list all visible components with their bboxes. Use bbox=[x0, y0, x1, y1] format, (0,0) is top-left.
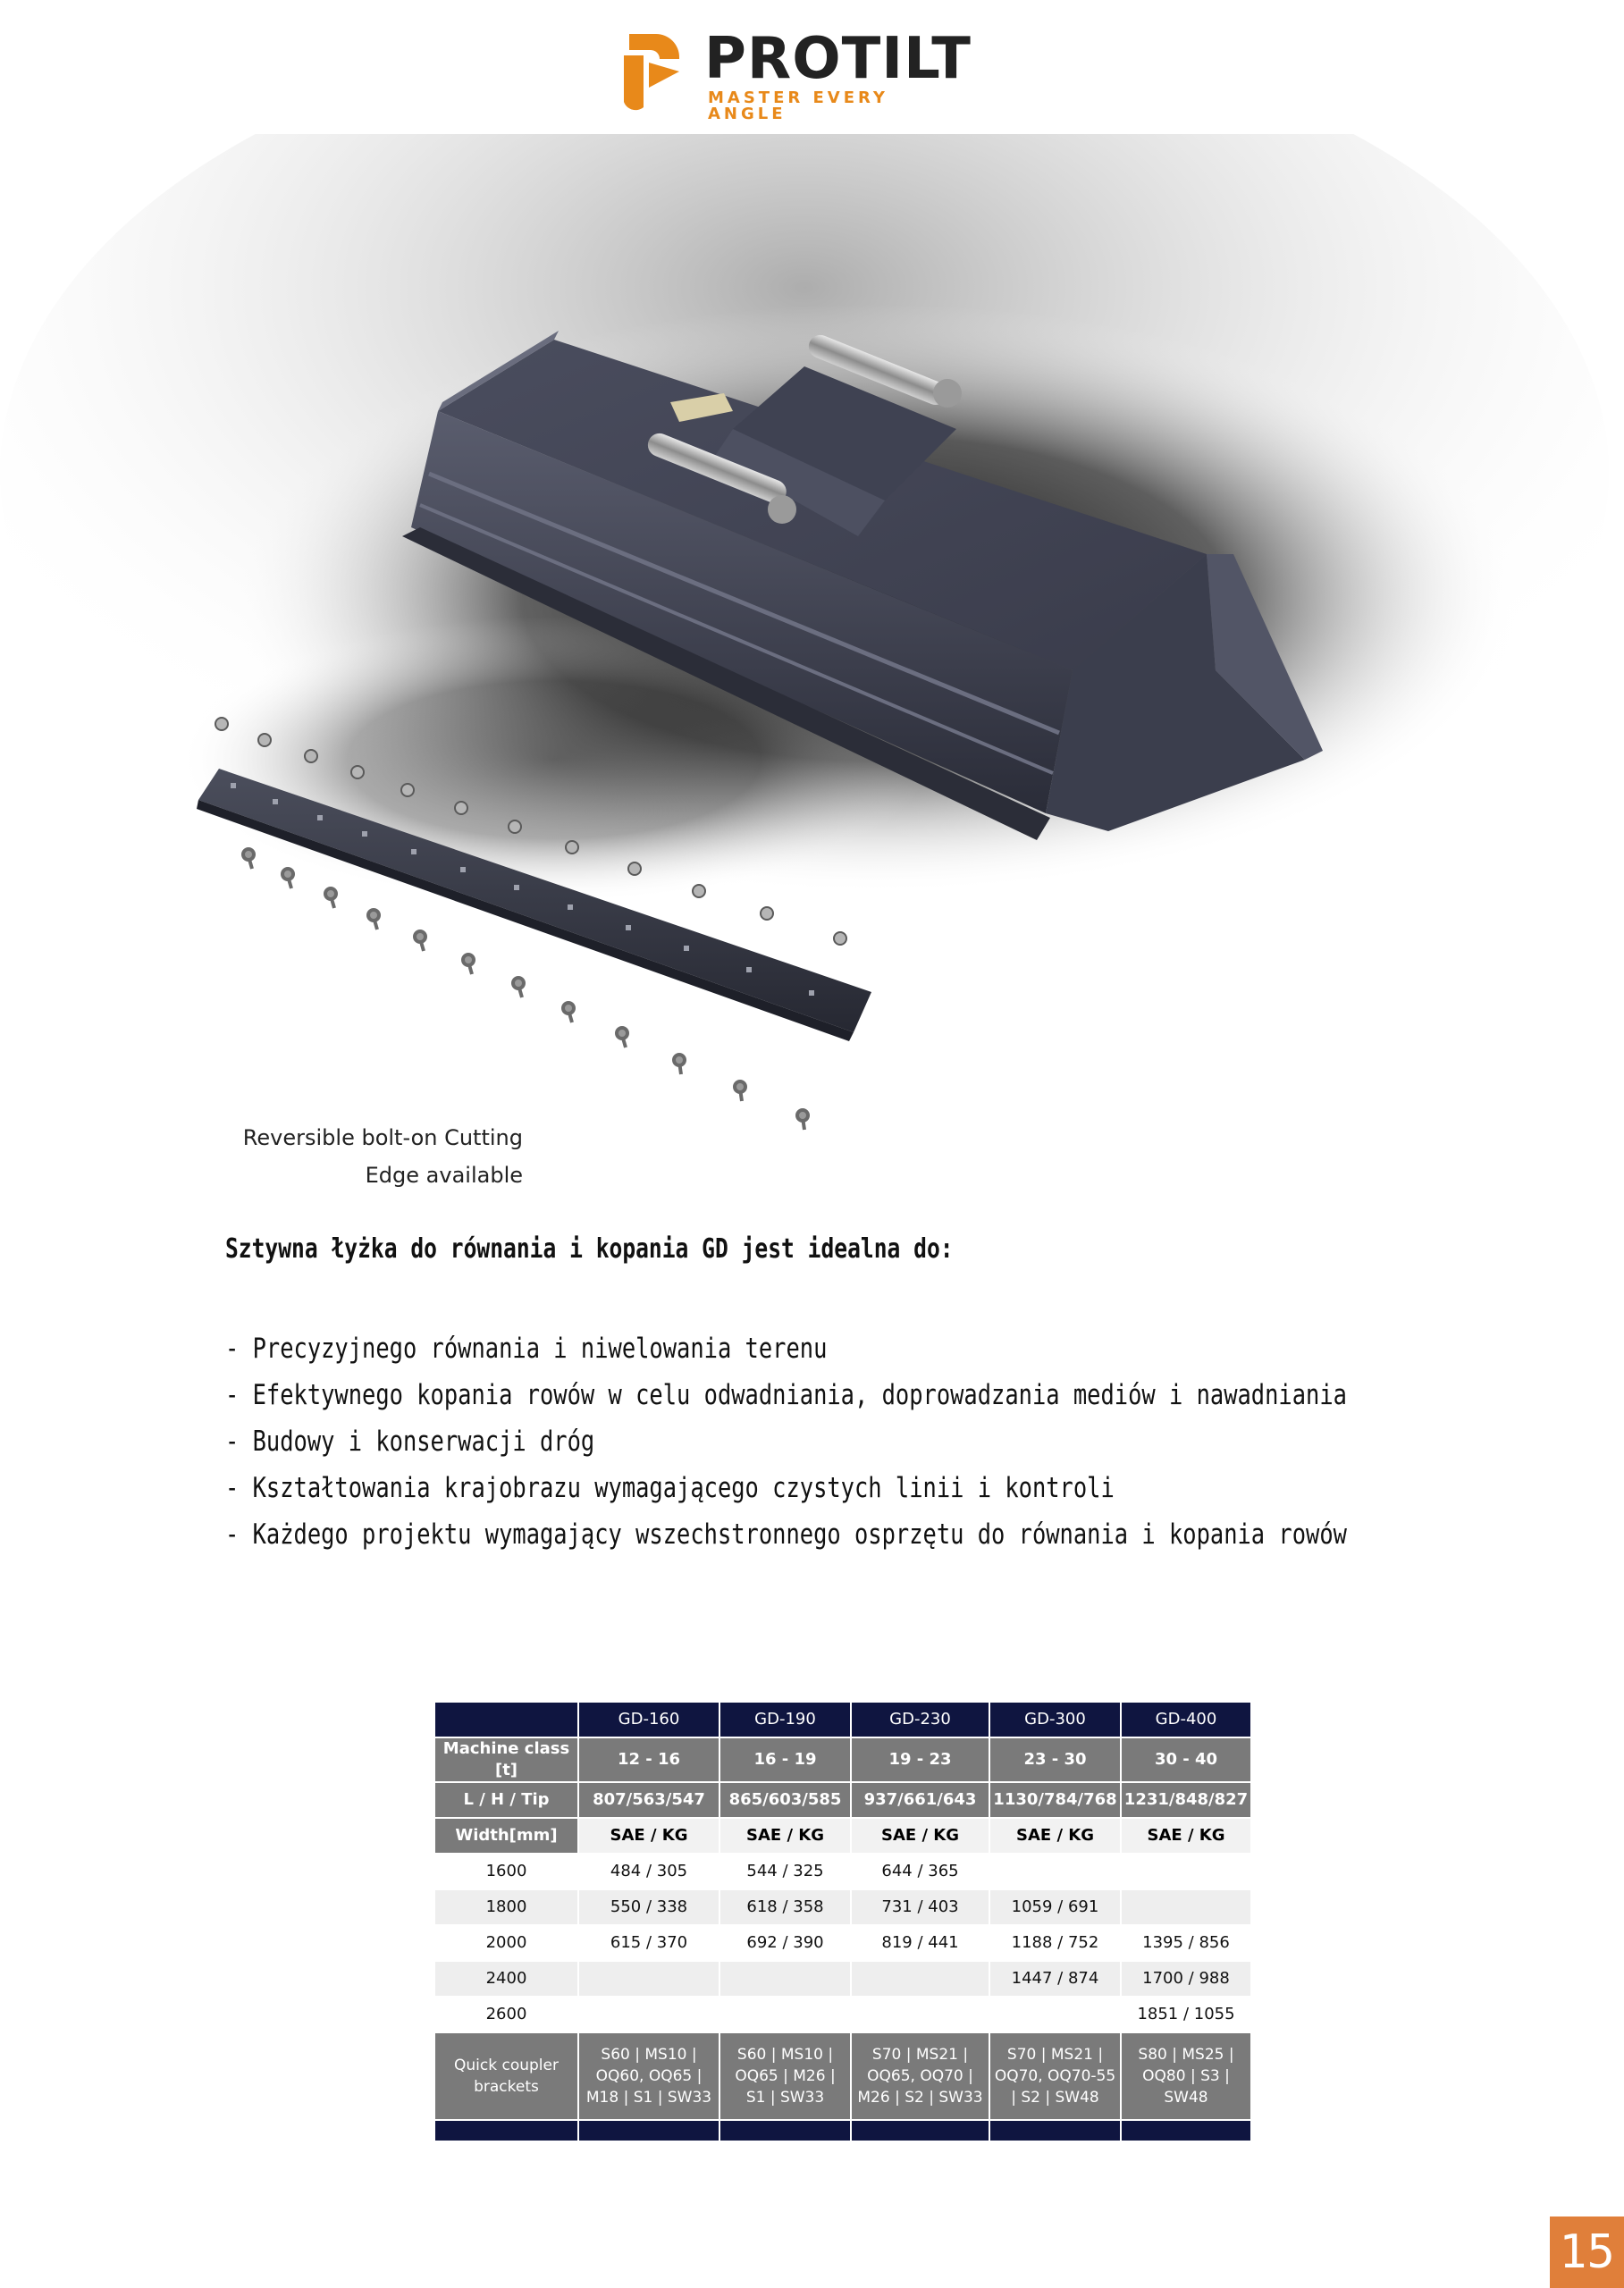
table-cell: 1059 / 691 bbox=[989, 1889, 1121, 1925]
caption-line-1: Reversible bolt-on Cutting bbox=[242, 1125, 523, 1150]
cutting-edge-caption bbox=[179, 1119, 523, 1194]
intro-heading: Sztywna łyżka do równania i kopania GD jest idealna do: bbox=[225, 1233, 954, 1265]
protilt-logo-icon bbox=[617, 25, 688, 114]
table-cell: SAE / KG bbox=[1121, 1818, 1251, 1854]
feature-item: - Budowy i konserwacji dróg bbox=[225, 1426, 595, 1458]
table-cell: 550 / 338 bbox=[578, 1889, 719, 1925]
table-cell bbox=[578, 1997, 719, 2032]
table-cell: 731 / 403 bbox=[851, 1889, 989, 1925]
feature-item: - Kształtowania krajobrazu wymagającego czystych linii i kontroli bbox=[225, 1472, 1115, 1504]
table-cell bbox=[578, 2032, 719, 2120]
table-cell: 1188 / 752 bbox=[989, 1925, 1121, 1961]
table-row bbox=[434, 1889, 1251, 1925]
table-cell: 1395 / 856 bbox=[1121, 1925, 1251, 1961]
width-cell: 2600 bbox=[434, 1997, 578, 2032]
footer-cell bbox=[578, 2120, 719, 2141]
footer-cell bbox=[989, 2120, 1121, 2141]
table-footer-row bbox=[434, 2120, 1251, 2141]
table-cell: 30 - 40 bbox=[1121, 1737, 1251, 1782]
qc-label-line: brackets bbox=[474, 2078, 539, 2096]
table-cell: 12 - 16 bbox=[578, 1737, 719, 1782]
table-row bbox=[434, 1925, 1251, 1961]
table-cell bbox=[851, 2032, 989, 2120]
machine-class-row bbox=[434, 1737, 1251, 1782]
qc-line: S70 | MS21 | bbox=[871, 2046, 969, 2064]
table-cell: 1447 / 874 bbox=[989, 1961, 1121, 1997]
table-cell: 1851 / 1055 bbox=[1121, 1997, 1251, 2032]
table-cell bbox=[719, 1961, 851, 1997]
qc-line: S70 | MS21 | bbox=[1006, 2046, 1104, 2064]
feature-item: - Każdego projektu wymagający wszechstronnego osprzętu do równania i kopania rowów bbox=[225, 1518, 1347, 1551]
table-cell: 615 / 370 bbox=[578, 1925, 719, 1961]
bucket-illustration bbox=[0, 134, 1624, 1224]
table-cell: 19 - 23 bbox=[851, 1737, 989, 1782]
table-cell bbox=[719, 1997, 851, 2032]
feature-item: - Efektywnego kopania rowów w celu odwadniania, doprowadzania mediów i nawadniania bbox=[225, 1379, 1347, 1411]
qc-line: OQ60, OQ65 | bbox=[595, 2067, 703, 2085]
table-cell: 807/563/547 bbox=[578, 1782, 719, 1818]
brand-tagline: MASTER EVERY ANGLE bbox=[708, 88, 888, 123]
qc-line: | S2 | SW48 bbox=[1011, 2089, 1099, 2107]
table-cell: 644 / 365 bbox=[851, 1854, 989, 1889]
qc-line: SW48 bbox=[1164, 2089, 1208, 2107]
table-cell: 692 / 390 bbox=[719, 1925, 851, 1961]
table-row bbox=[434, 1854, 1251, 1889]
brand-name: PROTILT bbox=[704, 26, 972, 92]
qc-line: M18 | S1 | SW33 bbox=[585, 2089, 712, 2107]
table-cell: 23 - 30 bbox=[989, 1737, 1121, 1782]
footer-cell bbox=[1121, 2120, 1251, 2141]
table-cell bbox=[989, 2032, 1121, 2120]
width-cell: 1800 bbox=[434, 1889, 578, 1925]
width-cell: 1600 bbox=[434, 1854, 578, 1889]
row-label bbox=[434, 2032, 578, 2120]
qc-label-line: Quick coupler bbox=[454, 2057, 559, 2074]
table-cell: SAE / KG bbox=[989, 1818, 1121, 1854]
footer-cell bbox=[851, 2120, 989, 2141]
qc-line: S1 | SW33 bbox=[745, 2089, 825, 2107]
feature-list bbox=[225, 1325, 1347, 1558]
table-cell: 865/603/585 bbox=[719, 1782, 851, 1818]
width-cell: 2000 bbox=[434, 1925, 578, 1961]
page-number: 15 bbox=[1550, 2216, 1624, 2288]
model-header: GD-160 bbox=[578, 1702, 719, 1737]
header-empty bbox=[434, 1702, 578, 1737]
table-cell bbox=[1121, 2032, 1251, 2120]
table-cell: 16 - 19 bbox=[719, 1737, 851, 1782]
quick-coupler-row bbox=[434, 2032, 1251, 2120]
feature-item: - Precyzyjnego równania i niwelowania terenu bbox=[225, 1333, 828, 1365]
table-cell bbox=[851, 1961, 989, 1997]
table-cell: 544 / 325 bbox=[719, 1854, 851, 1889]
model-header: GD-230 bbox=[851, 1702, 989, 1737]
row-label: Width[mm] bbox=[434, 1818, 578, 1854]
table-cell: SAE / KG bbox=[578, 1818, 719, 1854]
qc-line: OQ80 | S3 | bbox=[1142, 2067, 1230, 2085]
row-label: Machine class [t] bbox=[434, 1737, 578, 1782]
footer-cell bbox=[434, 2120, 578, 2141]
table-cell: SAE / KG bbox=[851, 1818, 989, 1854]
table-cell bbox=[989, 1997, 1121, 2032]
table-row bbox=[434, 1997, 1251, 2032]
table-cell bbox=[989, 1854, 1121, 1889]
table-cell bbox=[851, 1997, 989, 2032]
qc-line: S80 | MS25 | bbox=[1138, 2046, 1234, 2064]
table-cell bbox=[1121, 1854, 1251, 1889]
width-header-row bbox=[434, 1818, 1251, 1854]
row-label: L / H / Tip bbox=[434, 1782, 578, 1818]
caption-line-2: Edge available bbox=[365, 1163, 523, 1188]
table-row bbox=[434, 1961, 1251, 1997]
qc-line: M26 | S2 | SW33 bbox=[857, 2089, 983, 2107]
qc-line: OQ65, OQ70 | bbox=[867, 2067, 973, 2085]
table-cell bbox=[578, 1961, 719, 1997]
table-cell: SAE / KG bbox=[719, 1818, 851, 1854]
table-cell: 1130/784/768 bbox=[989, 1782, 1121, 1818]
product-image bbox=[0, 134, 1624, 1224]
qc-line: S60 | MS10 | bbox=[736, 2046, 834, 2064]
model-header: GD-190 bbox=[719, 1702, 851, 1737]
width-cell: 2400 bbox=[434, 1961, 578, 1997]
table-cell: 937/661/643 bbox=[851, 1782, 989, 1818]
table-cell bbox=[1121, 1889, 1251, 1925]
qc-line: OQ70, OQ70-55 bbox=[994, 2067, 1116, 2085]
table-header-row bbox=[434, 1702, 1251, 1737]
table-cell: 1231/848/827 bbox=[1121, 1782, 1251, 1818]
qc-line: S60 | MS10 | bbox=[601, 2046, 697, 2064]
brand-logo bbox=[617, 25, 972, 123]
footer-cell bbox=[719, 2120, 851, 2141]
table-cell: 1700 / 988 bbox=[1121, 1961, 1251, 1997]
qc-line: OQ65 | M26 | bbox=[735, 2067, 836, 2085]
model-header: GD-400 bbox=[1121, 1702, 1251, 1737]
dimensions-row bbox=[434, 1782, 1251, 1818]
model-header: GD-300 bbox=[989, 1702, 1121, 1737]
table-cell: 618 / 358 bbox=[719, 1889, 851, 1925]
table-cell bbox=[719, 2032, 851, 2120]
table-cell: 484 / 305 bbox=[578, 1854, 719, 1889]
spec-table bbox=[433, 1701, 1252, 2142]
table-cell: 819 / 441 bbox=[851, 1925, 989, 1961]
